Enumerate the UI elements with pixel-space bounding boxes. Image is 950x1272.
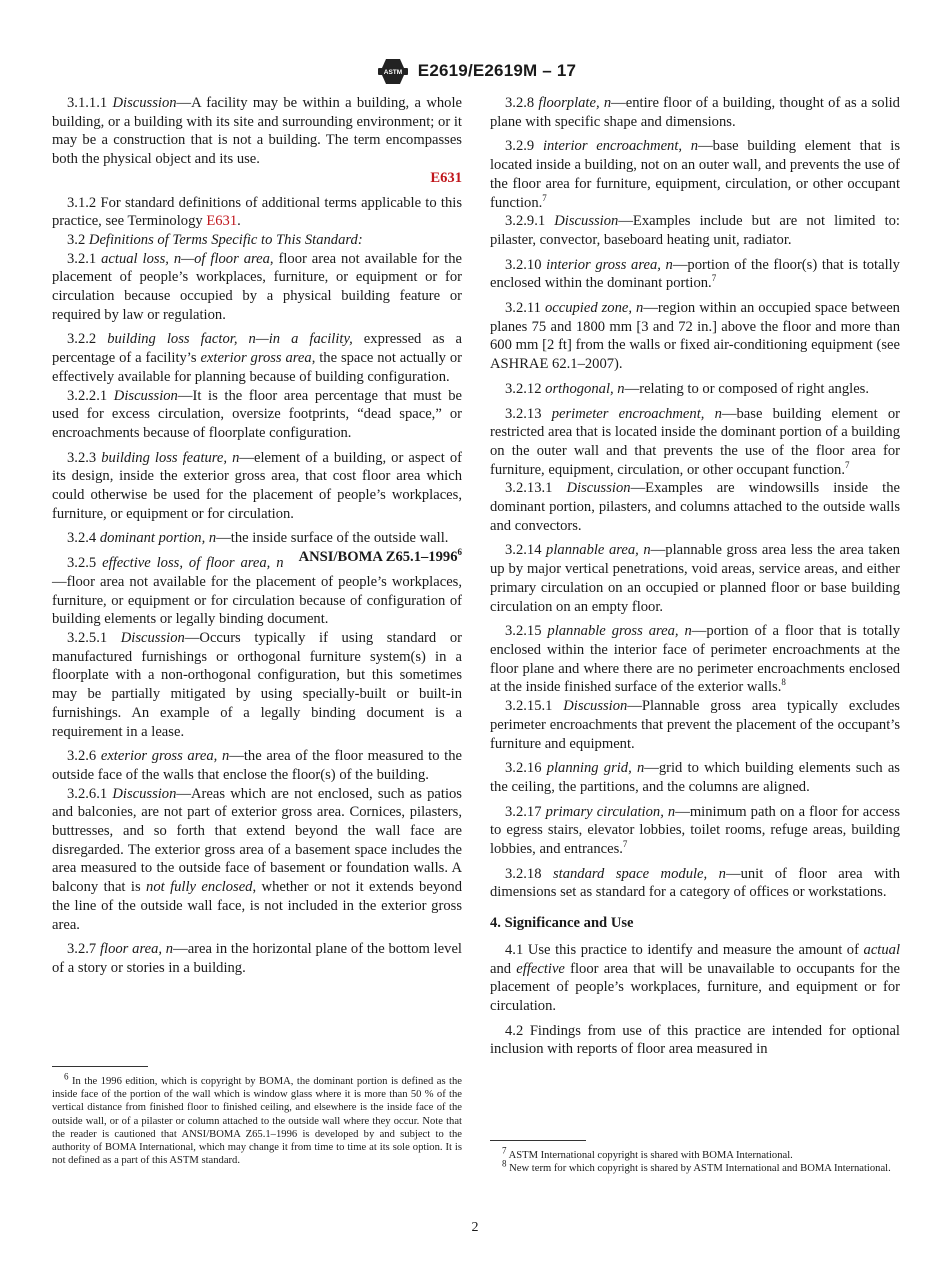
footnote-7: $^7$ ASTM International copyright is shared with BOMA International. — [502, 1145, 793, 1161]
paragraph-4-1: 4.1 Use this practice to identify and measure the amount of actual and effective floor area that will be unavailable to occupants for the placement of people’s workplaces, furniture, and equipment or for circulation. — [490, 941, 900, 1014]
discussion-3-2-15-1: 3.2.15.1 Discussion—Plannable gross area typically excludes perimeter encroachments that prevent the placement of the occupant’s furniture and equipment. — [490, 698, 900, 752]
page-number: 2 — [471, 1220, 479, 1235]
discussion-3-2-13-1: 3.2.13.1 Discussion—Examples are windowsills inside the dominant portion, pilasters, and columns attached to the outside walls and convectors. — [490, 480, 900, 534]
right-column — [490, 94, 900, 1065]
document-id: E2619/E2619M – 17 — [417, 61, 577, 80]
footnote-8: $^8$ New term for which copyright is shared by ASTM International and BOMA International. — [502, 1158, 891, 1175]
paragraph-3-2: 3.2 Definitions of Terms Specific to This Standard: — [67, 231, 363, 248]
logo-text: ASTM — [383, 69, 402, 76]
discussion-3-2-2-1: 3.2.2.1 Discussion—It is the floor area percentage that must be used for excess circulation, oversize footprints, “dead space,” or encroachments because of floorplate configuration. — [52, 387, 462, 441]
definition-3-2-17: 3.2.17 primary circulation, n—minimum path on a floor for access to egress stairs, elevator lobbies, toilet rooms, refuge areas, building lobbies, and entrances.$^7$ — [490, 803, 900, 858]
discussion-3-2-6-1: 3.2.6.1 Discussion—Areas which are not enclosed, such as patios and balconies, are not part of exterior gross area. Cornices, pilasters, buttresses, and so forth that extend beyond the wall face are disregarded. The exterior gross area of a basement space includes the area measured to the outside face of basement or foundation walls. A balcony that is not fully enclosed, whether or not it extends beyond the line of the outside wall face, is not included in the exterior gross area. — [52, 785, 462, 933]
footnotes-right — [490, 1145, 900, 1175]
page-header — [0, 56, 950, 86]
definition-3-2-10: 3.2.10 interior gross area, n—portion of the floor(s) that is totally enclosed within the dominant portion.$^7$ — [490, 256, 900, 292]
reference-link-e631[interactable]: E631 — [430, 169, 462, 186]
definition-3-2-14: 3.2.14 plannable area, n—plannable gross area less the area taken up by major vertical penetrations, void areas, service areas, and either primary circulation on an occupied or planned floor or base building circulation on an empty floor. — [490, 542, 900, 615]
definition-3-2-13: 3.2.13 perimeter encroachment, n—base building element or restricted area that is located inside the dominant portion of a building on the outer wall and that prevents the use of the floor area for furniture, equipment, circulation, or other occupant function.$^7$ — [490, 405, 900, 478]
paragraph-3-1-2: 3.1.2 For standard definitions of additional terms applicable to this practice, see Terminology E631. — [52, 194, 462, 230]
definition-3-2-4: 3.2.4 dominant portion, n—the inside surface of the outside wall. ANSI/BOMA Z65.1–1996$^6$ — [67, 530, 462, 566]
definition-3-2-3: 3.2.3 building loss feature, n—element of a building, or aspect of its design, inside the exterior gross area, that cost floor area which could otherwise be used for the placement of people’s workplaces, furniture, or equipment or for circulation. — [52, 449, 463, 522]
definition-3-2-16: 3.2.16 planning grid, n—grid to which building elements such as the ceiling, the partitions, and the columns are aligned. — [490, 760, 900, 795]
definition-3-2-2: 3.2.2 building loss factor, n—in a facility, expressed as a percentage of a facility’s exterior gross area, the space not actually or effectively available for planning because of building configuration. — [52, 331, 463, 385]
paragraph-4-2: 4.2 Findings from use of this practice are intended for optional inclusion with reports of floor area measured in — [490, 1022, 900, 1058]
reference-ansi-boma: ANSI/BOMA Z65.1–1996$^6$ — [298, 547, 462, 566]
definition-3-2-5: 3.2.5 effective loss, of floor area, n—floor area not available for the placement of people’s workplaces, furniture, or equipment or for circulation because of configuration of building elements or legally binding document. — [52, 555, 462, 628]
definition-3-2-18: 3.2.18 standard space module, n—unit of floor area with dimensions set as standard for a category of offices or workstations. — [490, 865, 901, 901]
terminology-link-e631[interactable]: E631 — [206, 213, 238, 230]
definition-3-2-7: 3.2.7 floor area, n—area in the horizontal plane of the bottom level of a story or stories in a building. — [52, 941, 462, 976]
definition-3-2-6: 3.2.6 exterior gross area, n—the area of the floor measured to the outside face of the walls that enclose the floor(s) of the building. — [52, 748, 462, 783]
section-heading-4: 4. Significance and Use — [490, 915, 634, 932]
definition-3-2-1: 3.2.1 actual loss, n—of floor area, floor area not available for the placement of people’s workplaces, furniture, or equipment or for circulation because occupied by a physical building feature or required by law or regulation. — [52, 250, 462, 323]
definition-3-2-9: 3.2.9 interior encroachment, n—base building element that is located inside a building, not on an outer wall, and prevents the use of the floor area for furniture, equipment, circulation, or other occupant function.$^7$ — [490, 138, 901, 211]
discussion-3-2-5-1: 3.2.5.1 Discussion—Occurs typically if using standard or manufactured furnishings or orthogonal furniture system(s) in a floorplate with a non-orthogonal configuration, but this sometimes may be partially mitigated by using specially-built or built-in furnishings. An example of a legally binding document is a requirement in a lease. — [52, 629, 462, 740]
definition-3-2-11: 3.2.11 occupied zone, n—region within an occupied space between planes 75 and 1800 mm [3 and 72 in.] above the floor and more than 600 mm [2 ft] from the walls or fixed air-conditioning equipment (see ASHRAE 62.1–2007). — [490, 300, 900, 373]
definition-3-2-15: 3.2.15 plannable gross area, n—portion of a floor that is totally enclosed within the interior face of perimeter encroachments at the floor plane and where there are no perimeter encroachments enclosed at the inside finished surface of the exterior walls.$^8$ — [490, 623, 900, 696]
paragraph-3-1-1-1: 3.1.1.1 Discussion—A facility may be within a building, a whole building, or a building with its site and surrounding environment; or it may be a construction that is not a building. The term encompasses both the physical object and its use. E631 — [52, 95, 462, 186]
definition-3-2-12: 3.2.12 orthogonal, n—relating to or composed of right angles. — [505, 380, 869, 397]
astm-logo-icon — [374, 56, 412, 86]
footnote-rule-right — [490, 1140, 586, 1141]
footnote-6: $^6$ In the 1996 edition, which is copyright by BOMA, the dominant portion is defined as the inside face of the portion of the wall which is window glass where it is more than 50 % of the vertical distance from finished floor to finished ceiling, and elsewhere is the inside face of the outside wall, or of a pilaster or column attached to the outside wall where they occur. Note that the reader is cautioned that ANSI/BOMA Z65.1–1996 is developed by and subject to the authority of BOMA International, which may change it from time to time at its sole option. It is not defined as a part of this ASTM standard. — [52, 1071, 462, 1167]
left-column — [52, 94, 462, 984]
discussion-3-2-9-1: 3.2.9.1 Discussion—Examples include but are not limited to: pilaster, convector, baseboard heating unit, radiator. — [490, 213, 900, 248]
definition-3-2-8: 3.2.8 floorplate, n—entire floor of a building, thought of as a solid plane with specific shape and dimensions. — [490, 95, 900, 130]
footnote-rule-left — [52, 1066, 148, 1067]
